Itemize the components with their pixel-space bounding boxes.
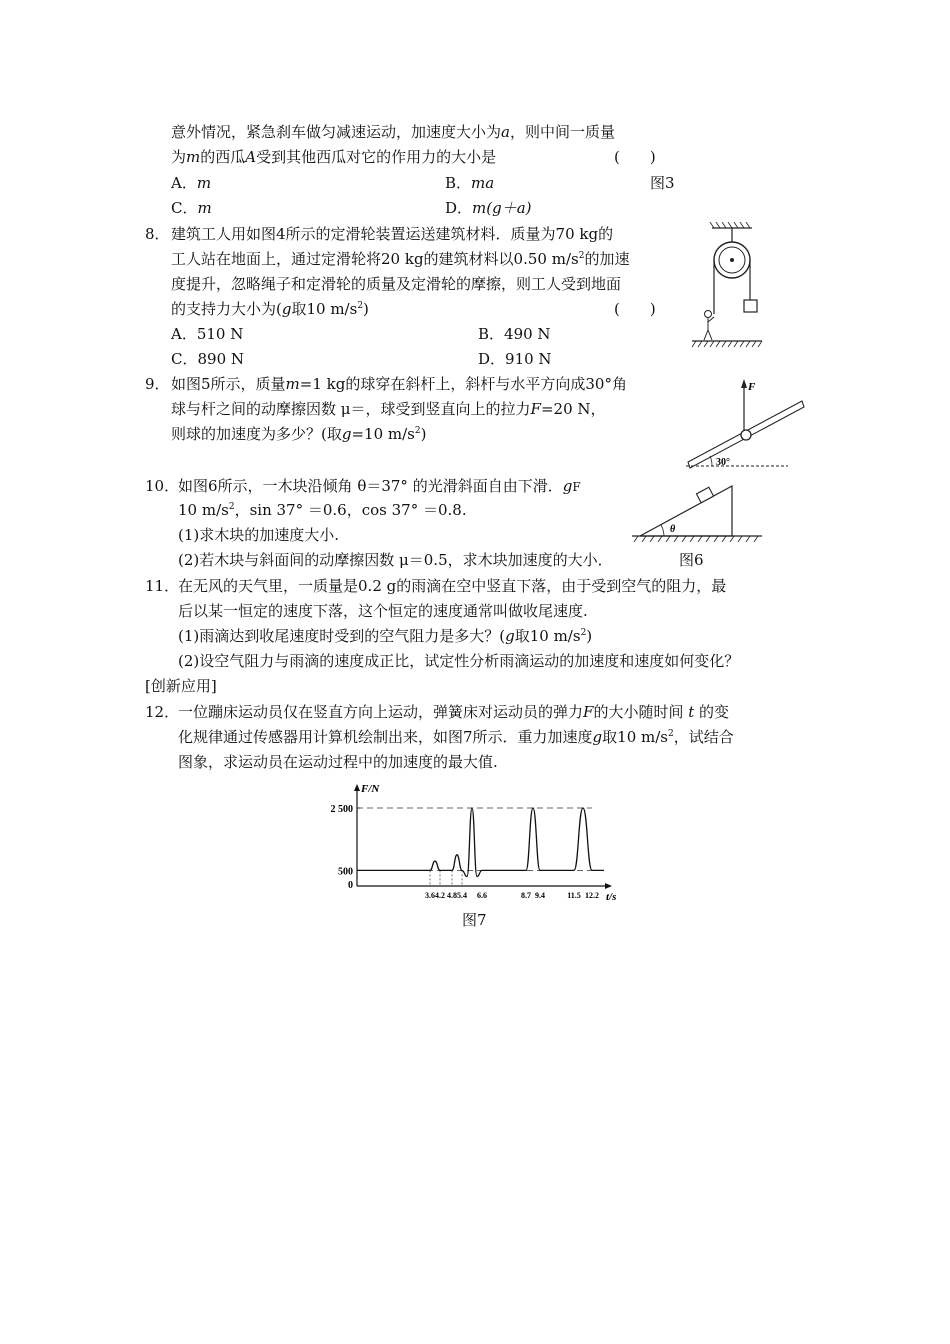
q11-line1: 在无风的天气里，一质量是0.2 g的雨滴在空中竖直下落，由于受到空气的阻力，最 bbox=[178, 577, 727, 595]
q11-number: 11． bbox=[145, 577, 180, 595]
q8-line4: 的支持力大小为(g取10 $m/s^2$) bbox=[171, 300, 369, 318]
q9-number: 9． bbox=[145, 375, 170, 393]
q7-answer-paren: ( ) bbox=[614, 148, 656, 166]
q10-line2: 10 $m/s^2$，sin 37° ＝0.6，cos 37° ＝0.8. bbox=[178, 501, 467, 519]
x-tick-label: 8.7 bbox=[521, 891, 531, 900]
theta-label: θ bbox=[670, 524, 676, 535]
q12-line2: 化规律通过传感器用计算机绘制出来，如图7所示．重力加速度g取10 $m/s^2$，试结合 bbox=[178, 728, 734, 746]
x-tick-label: 4.2 bbox=[435, 891, 445, 900]
x-tick-label: 3.6 bbox=[425, 891, 435, 900]
q9-line3: 则球的加速度为多少？(取g=10 $m/s^2$) bbox=[171, 425, 427, 443]
q8-option-b: B．490 N bbox=[478, 325, 551, 343]
q8-option-c: C．890 N bbox=[171, 350, 245, 368]
x-axis-arrow bbox=[605, 883, 612, 889]
q8-line1: 建筑工人用如图4所示的定滑轮装置运送建筑材料．质量为70 kg的 bbox=[171, 225, 614, 243]
y-tick-label: 500 bbox=[338, 866, 353, 878]
q7-option-b: B．ma bbox=[445, 174, 495, 192]
figure-6-incline-diagram bbox=[632, 480, 764, 544]
q10-sub2: (2)若木块与斜面间的动摩擦因数 μ＝0.5，求木块加速度的大小． bbox=[178, 551, 613, 569]
q11-sub2: (2)设空气阻力与雨滴的速度成正比，试定性分析雨滴运动的加速度和速度如何变化？ bbox=[178, 652, 740, 670]
q12-line3: 图象，求运动员在运动过程中的加速度的最大值. bbox=[178, 753, 498, 771]
y-tick-label: 0 bbox=[348, 880, 353, 891]
q9-line2: 球与杆之间的动摩擦因数 μ＝，球受到竖直向上的拉力F=20 N， bbox=[171, 400, 606, 418]
force-F-label: F bbox=[748, 381, 756, 393]
q7-option-c: C．m bbox=[171, 199, 212, 217]
q11-sub1: (1)雨滴达到收尾速度时受到的空气阻力是多大？(g取10 $m/s^2$) bbox=[178, 627, 593, 645]
figure-3-label: 图3 bbox=[650, 174, 675, 192]
q9-line1: 如图5所示，质量m=1 kg的球穿在斜杆上，斜杆与水平方向成30°角 bbox=[171, 375, 627, 393]
figure-5-inclined-rod-diagram bbox=[684, 376, 810, 472]
q12-line1: 一位蹦床运动员仅在竖直方向上运动，弹簧床对运动员的弹力F的大小随时间 t 的变 bbox=[178, 703, 730, 721]
x-tick-label: 5.4 bbox=[457, 891, 467, 900]
x-tick-label: 9.4 bbox=[535, 891, 545, 900]
figure-6-label: 图6 bbox=[679, 551, 704, 569]
figure-7-force-time-chart bbox=[312, 778, 632, 902]
section-heading: [创新应用] bbox=[145, 677, 217, 695]
q7-option-a: A．m bbox=[171, 174, 212, 192]
q7-option-d: D．m(g＋a) bbox=[445, 199, 532, 217]
q11-line2: 后以某一恒定的速度下落，这个恒定的速度通常叫做收尾速度. bbox=[178, 602, 588, 620]
y-axis-label: F/N bbox=[361, 783, 380, 795]
x-axis-label: t/s bbox=[606, 891, 617, 902]
q8-option-a: A．510 N bbox=[171, 325, 244, 343]
q10-line1: 如图6所示，一木块沿倾角 θ＝37° 的光滑斜面自由下滑．gF bbox=[178, 477, 581, 495]
q10-sub1: (1)求木块的加速度大小. bbox=[178, 526, 340, 544]
q10-number: 10． bbox=[145, 477, 180, 495]
q8-line2: 工人站在地面上，通过定滑轮将20 kg的建筑材料以0.50 $m/s^2$的加速 bbox=[171, 250, 630, 268]
q8-line3: 度提升，忽略绳子和定滑轮的质量及定滑轮的摩擦，则工人受到地面 bbox=[171, 275, 622, 293]
angle-30-label: 30° bbox=[716, 457, 730, 468]
force-curve bbox=[357, 808, 604, 877]
x-tick-label: 11.5 bbox=[567, 891, 581, 900]
x-tick-label: 4.8 bbox=[447, 891, 457, 900]
q8-answer-paren: ( ) bbox=[614, 300, 656, 318]
figure-4-pulley-diagram bbox=[690, 222, 770, 350]
x-tick-label: 6.6 bbox=[477, 891, 487, 900]
y-axis-arrow bbox=[354, 784, 360, 791]
y-tick-label: 2 500 bbox=[330, 804, 353, 815]
x-tick-label: 12.2 bbox=[585, 891, 599, 900]
q7-line1: 意外情况，紧急刹车做匀减速运动，加速度大小为a，则中间一质量 bbox=[171, 123, 615, 141]
q8-number: 8． bbox=[145, 225, 170, 243]
q8-option-d: D．910 N bbox=[478, 350, 552, 368]
q7-line2: 为m的西瓜A受到其他西瓜对它的作用力的大小是 bbox=[171, 148, 497, 166]
q12-number: 12． bbox=[145, 703, 180, 721]
figure-7-caption: 图7 bbox=[462, 911, 487, 929]
